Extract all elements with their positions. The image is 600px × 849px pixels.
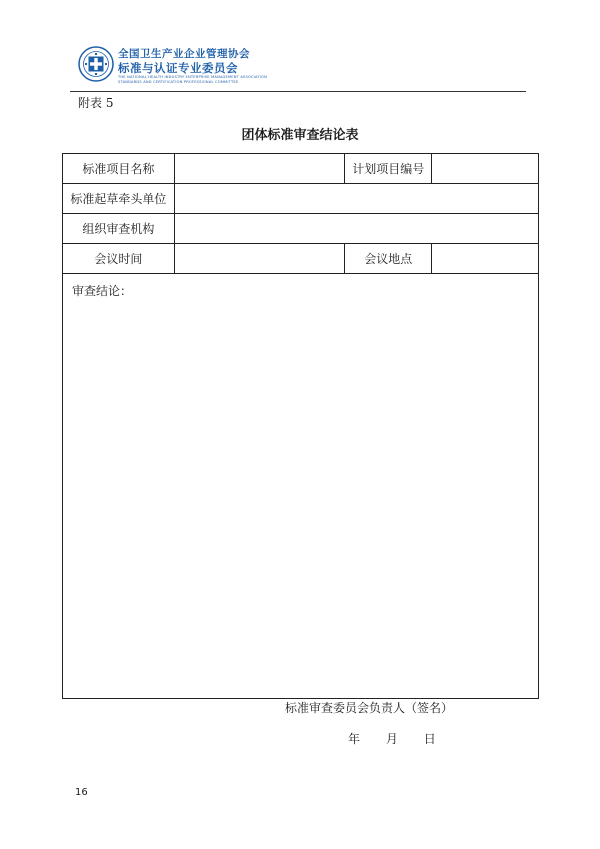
meeting-time-label: 会议时间	[63, 244, 175, 274]
signature-date	[348, 730, 458, 747]
annex-label: 附表 5	[78, 96, 114, 110]
table-row	[63, 274, 539, 699]
conclusion-label: 审查结论：	[72, 284, 133, 298]
table-row	[63, 154, 539, 184]
plan-no-field[interactable]	[432, 154, 539, 184]
document-header	[78, 46, 528, 91]
meeting-time-field[interactable]	[174, 244, 345, 274]
header-divider	[70, 91, 526, 92]
date-day: 日	[423, 732, 436, 746]
association-logo-icon	[78, 46, 114, 82]
plan-no-label: 计划项目编号	[345, 154, 432, 184]
signature-label: 标准审查委员会负责人（签名）	[285, 701, 454, 715]
review-org-label: 组织审查机构	[63, 214, 175, 244]
review-conclusion-table	[62, 153, 539, 746]
drafter-label: 标准起草牵头单位	[63, 184, 175, 214]
table-row	[63, 214, 539, 244]
page-number: 16	[75, 787, 88, 798]
table-row	[63, 244, 539, 274]
conclusion-cell[interactable]	[63, 274, 539, 746]
org-name-line1: 全国卫生产业企业管理协会	[118, 48, 250, 60]
std-name-label: 标准项目名称	[63, 154, 175, 184]
table-row	[63, 184, 539, 214]
meeting-place-label: 会议地点	[345, 244, 432, 274]
org-name-line2: 标准与认证专业委员会	[118, 61, 238, 75]
std-name-field[interactable]	[174, 154, 345, 184]
org-english-line2: STANDARDS AND CERTIFICATION PROFESSIONAL COMMITTEE	[118, 80, 239, 84]
form-title: 团体标准审查结论表	[241, 128, 359, 143]
organization-name	[118, 48, 267, 85]
date-year: 年	[348, 732, 361, 746]
drafter-field[interactable]	[174, 184, 538, 214]
review-org-field[interactable]	[174, 214, 538, 244]
org-english-line1: THE NATIONAL HEALTH INDUSTRY ENTERPRISE MANAGEMENT ASSOCIATION	[118, 75, 267, 79]
date-month: 月	[385, 732, 398, 746]
meeting-place-field[interactable]	[432, 244, 539, 274]
